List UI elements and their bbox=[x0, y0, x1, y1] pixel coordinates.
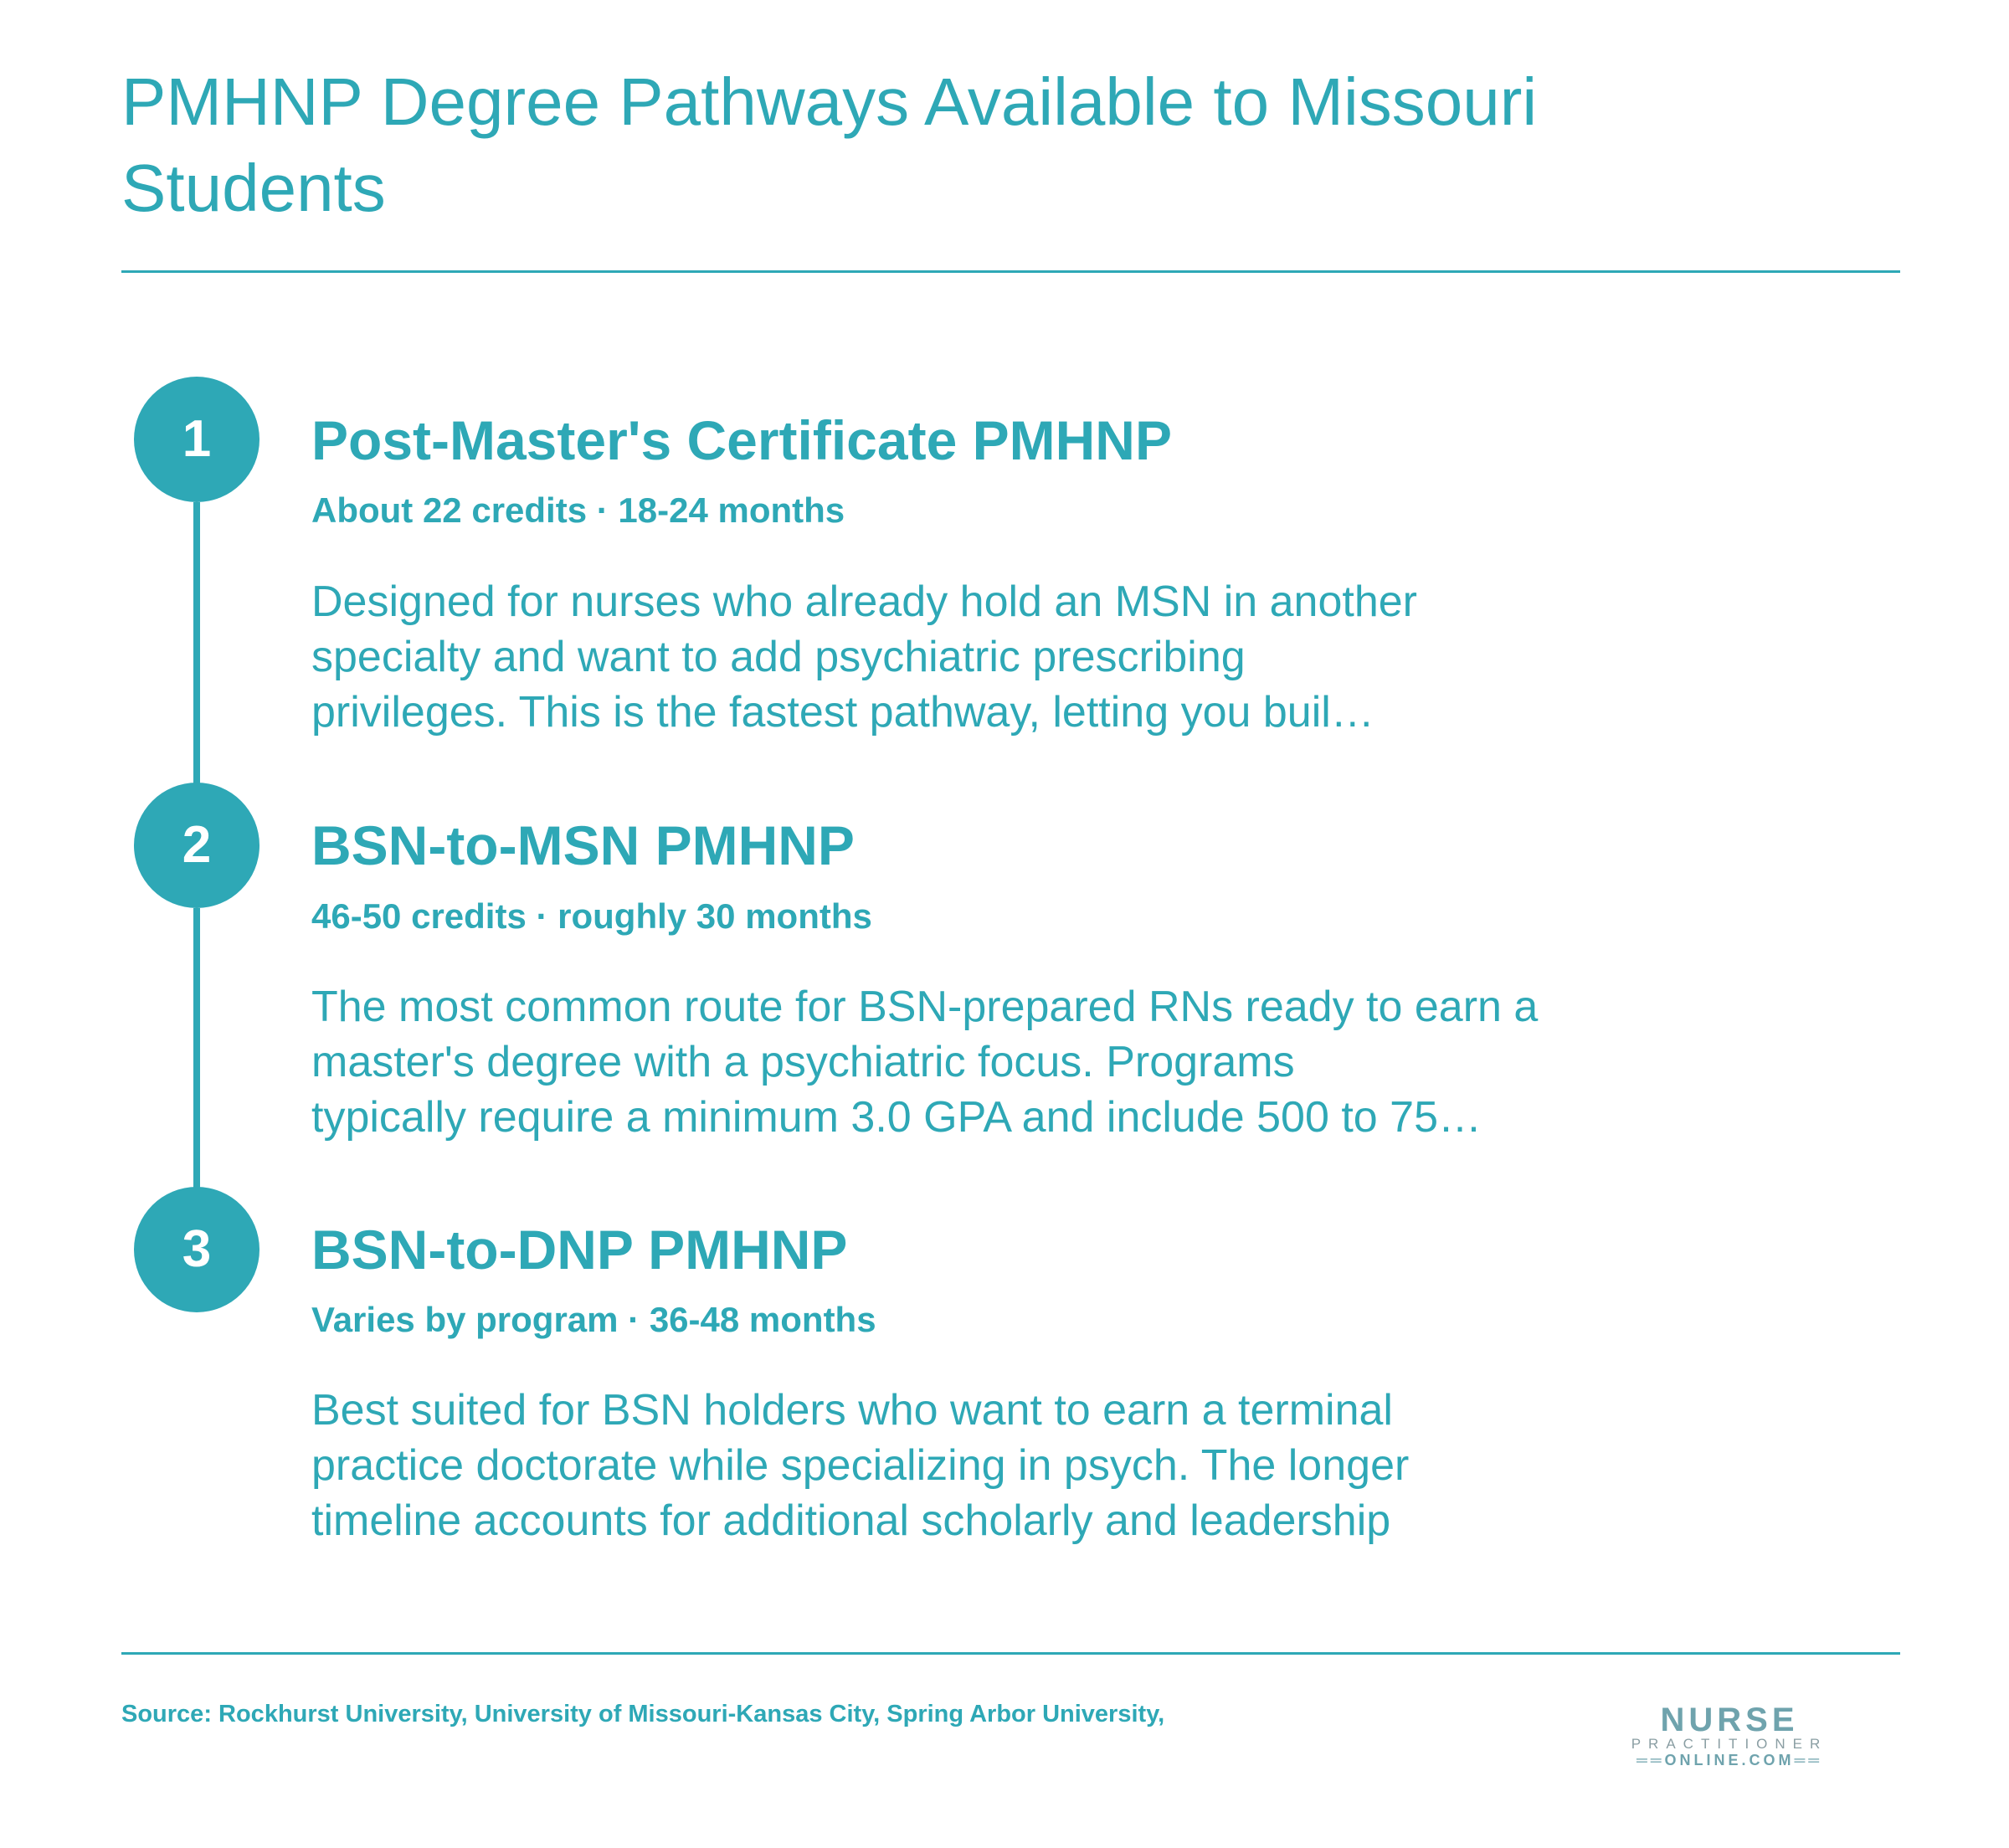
step-meta: About 22 credits · 18-24 months bbox=[311, 490, 845, 530]
description-line: typically require a minimum 3.0 GPA and include 500 to 75… bbox=[311, 1093, 1482, 1142]
page-title: PMHNP Degree Pathways Available to Missouri Students bbox=[121, 64, 1538, 225]
timeline-connector-1 bbox=[193, 502, 200, 787]
step-number-badge: 2 bbox=[134, 783, 259, 908]
step-number-badge: 1 bbox=[134, 377, 259, 502]
top-divider bbox=[121, 270, 1900, 273]
step-description bbox=[311, 1383, 1693, 1548]
step-title: BSN-to-DNP PMHNP bbox=[311, 1219, 848, 1281]
source-citation: Source: Rockhurst University, University of Missouri-Kansas City, Spring Arbor University, bbox=[121, 1701, 1165, 1727]
description-line: Designed for nurses who already hold an MSN in another bbox=[311, 578, 1417, 626]
description-line: privileges. This is the fastest pathway, letting you buil… bbox=[311, 688, 1374, 737]
step-title: Post-Master's Certificate PMHNP bbox=[311, 409, 1172, 471]
step-description bbox=[311, 979, 1693, 1145]
step-meta: Varies by program · 36-48 months bbox=[311, 1300, 876, 1339]
description-line: The most common route for BSN-prepared RNs ready to earn a bbox=[311, 983, 1539, 1031]
step-number-badge: 3 bbox=[134, 1187, 259, 1312]
description-line: master's degree with a psychiatric focus. Programs bbox=[311, 1038, 1295, 1086]
nurse-practitioner-online-logo: NURSE PRACTITIONER ══ONLINE.COM══ bbox=[1631, 1702, 1828, 1768]
step-title: BSN-to-MSN PMHNP bbox=[311, 814, 855, 876]
description-line: timeline accounts for additional scholarly and leadership bbox=[311, 1496, 1391, 1545]
step-meta: 46-50 credits · roughly 30 months bbox=[311, 896, 872, 936]
bottom-divider bbox=[121, 1652, 1900, 1655]
description-line: Best suited for BSN holders who want to earn a terminal bbox=[311, 1386, 1393, 1435]
step-description bbox=[311, 574, 1693, 740]
timeline-connector-2 bbox=[193, 908, 200, 1193]
description-line: specialty and want to add psychiatric prescribing bbox=[311, 633, 1246, 681]
description-line: practice doctorate while specializing in psych. The longer bbox=[311, 1441, 1410, 1490]
